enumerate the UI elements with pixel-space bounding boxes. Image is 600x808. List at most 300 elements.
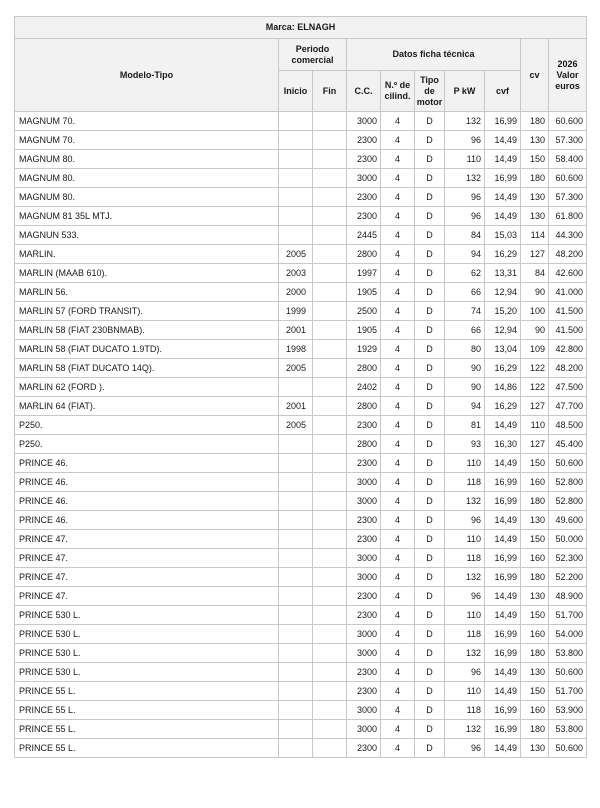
cell-pkw: 118 bbox=[445, 625, 485, 644]
cell-pkw: 93 bbox=[445, 435, 485, 454]
cell-modelo: MAGNUM 70. bbox=[15, 131, 279, 150]
cell-cilindros: 4 bbox=[381, 150, 415, 169]
cell-tipo-motor: D bbox=[415, 587, 445, 606]
cell-inicio bbox=[279, 112, 313, 131]
cell-modelo: PRINCE 46. bbox=[15, 492, 279, 511]
cell-inicio bbox=[279, 435, 313, 454]
cell-fin bbox=[313, 682, 347, 701]
brand-title: Marca: ELNAGH bbox=[15, 17, 587, 39]
cell-cv: 150 bbox=[521, 682, 549, 701]
cell-inicio: 1998 bbox=[279, 340, 313, 359]
cell-valor: 57.300 bbox=[549, 188, 587, 207]
cell-modelo: PRINCE 47. bbox=[15, 549, 279, 568]
cell-cc: 2800 bbox=[347, 359, 381, 378]
cell-inicio: 2000 bbox=[279, 283, 313, 302]
cell-cilindros: 4 bbox=[381, 112, 415, 131]
cell-cvf: 16,99 bbox=[485, 568, 521, 587]
cell-cc: 2800 bbox=[347, 245, 381, 264]
cell-fin bbox=[313, 340, 347, 359]
cell-cc: 2445 bbox=[347, 226, 381, 245]
cell-cv: 109 bbox=[521, 340, 549, 359]
cell-valor: 53.800 bbox=[549, 720, 587, 739]
cell-cvf: 16,99 bbox=[485, 549, 521, 568]
cell-tipo-motor: D bbox=[415, 188, 445, 207]
table-row bbox=[15, 549, 587, 568]
cell-valor: 41.000 bbox=[549, 283, 587, 302]
cell-valor: 50.600 bbox=[549, 739, 587, 758]
cell-pkw: 110 bbox=[445, 606, 485, 625]
table-row bbox=[15, 245, 587, 264]
cell-cilindros: 4 bbox=[381, 226, 415, 245]
table-row bbox=[15, 625, 587, 644]
cell-cv: 180 bbox=[521, 644, 549, 663]
cell-tipo-motor: D bbox=[415, 283, 445, 302]
cell-tipo-motor: D bbox=[415, 454, 445, 473]
cell-inicio: 2005 bbox=[279, 416, 313, 435]
table-row bbox=[15, 530, 587, 549]
cell-fin bbox=[313, 454, 347, 473]
cell-cv: 150 bbox=[521, 606, 549, 625]
cell-cc: 3000 bbox=[347, 644, 381, 663]
cell-modelo: MAGNUM 80. bbox=[15, 150, 279, 169]
cell-cv: 130 bbox=[521, 587, 549, 606]
table-row bbox=[15, 150, 587, 169]
cell-tipo-motor: D bbox=[415, 606, 445, 625]
cell-valor: 47.700 bbox=[549, 397, 587, 416]
cell-cc: 1905 bbox=[347, 321, 381, 340]
cell-tipo-motor: D bbox=[415, 321, 445, 340]
cell-cvf: 16,99 bbox=[485, 701, 521, 720]
cell-cv: 150 bbox=[521, 530, 549, 549]
cell-valor: 53.900 bbox=[549, 701, 587, 720]
cell-pkw: 96 bbox=[445, 663, 485, 682]
cell-pkw: 96 bbox=[445, 511, 485, 530]
cell-valor: 53.800 bbox=[549, 644, 587, 663]
cell-cc: 2800 bbox=[347, 435, 381, 454]
cell-cvf: 14,49 bbox=[485, 606, 521, 625]
table-row bbox=[15, 131, 587, 150]
cell-modelo: MARLIN 56. bbox=[15, 283, 279, 302]
cell-valor: 51.700 bbox=[549, 606, 587, 625]
cell-cilindros: 4 bbox=[381, 378, 415, 397]
cell-pkw: 118 bbox=[445, 549, 485, 568]
cell-modelo: PRINCE 530 L. bbox=[15, 625, 279, 644]
cell-inicio bbox=[279, 625, 313, 644]
table-row bbox=[15, 644, 587, 663]
cell-modelo: MAGNUN 533. bbox=[15, 226, 279, 245]
cell-modelo: MARLIN 64 (FIAT). bbox=[15, 397, 279, 416]
cell-pkw: 132 bbox=[445, 492, 485, 511]
cell-cv: 130 bbox=[521, 207, 549, 226]
table-row bbox=[15, 492, 587, 511]
cell-fin bbox=[313, 226, 347, 245]
cell-valor: 44.300 bbox=[549, 226, 587, 245]
cell-cc: 1929 bbox=[347, 340, 381, 359]
table-row bbox=[15, 606, 587, 625]
cell-modelo: PRINCE 47. bbox=[15, 530, 279, 549]
cell-cvf: 15,03 bbox=[485, 226, 521, 245]
header-valor-euros: 2026 Valor euros bbox=[549, 39, 587, 112]
cell-cvf: 16,99 bbox=[485, 492, 521, 511]
cell-cc: 3000 bbox=[347, 169, 381, 188]
cell-inicio bbox=[279, 207, 313, 226]
cell-inicio bbox=[279, 701, 313, 720]
table-row bbox=[15, 663, 587, 682]
table-row bbox=[15, 739, 587, 758]
table-row bbox=[15, 378, 587, 397]
header-fin: Fin bbox=[313, 71, 347, 112]
cell-valor: 61.800 bbox=[549, 207, 587, 226]
cell-cvf: 16,30 bbox=[485, 435, 521, 454]
cell-cvf: 16,99 bbox=[485, 169, 521, 188]
cell-modelo: PRINCE 55 L. bbox=[15, 682, 279, 701]
cell-cilindros: 4 bbox=[381, 720, 415, 739]
cell-cc: 2500 bbox=[347, 302, 381, 321]
cell-fin bbox=[313, 150, 347, 169]
cell-fin bbox=[313, 359, 347, 378]
table-row bbox=[15, 207, 587, 226]
cell-tipo-motor: D bbox=[415, 169, 445, 188]
cell-pkw: 110 bbox=[445, 682, 485, 701]
cell-cv: 180 bbox=[521, 169, 549, 188]
cell-cilindros: 4 bbox=[381, 511, 415, 530]
cell-cvf: 14,49 bbox=[485, 663, 521, 682]
cell-cvf: 14,49 bbox=[485, 150, 521, 169]
cell-valor: 48.200 bbox=[549, 359, 587, 378]
cell-pkw: 66 bbox=[445, 283, 485, 302]
cell-cc: 2800 bbox=[347, 397, 381, 416]
table-row bbox=[15, 302, 587, 321]
cell-cvf: 16,99 bbox=[485, 625, 521, 644]
cell-inicio bbox=[279, 549, 313, 568]
cell-modelo: PRINCE 47. bbox=[15, 587, 279, 606]
cell-inicio: 2001 bbox=[279, 321, 313, 340]
cell-modelo: PRINCE 47. bbox=[15, 568, 279, 587]
cell-modelo: MAGNUM 80. bbox=[15, 188, 279, 207]
cell-cc: 3000 bbox=[347, 492, 381, 511]
cell-inicio bbox=[279, 644, 313, 663]
cell-valor: 45.400 bbox=[549, 435, 587, 454]
cell-cilindros: 4 bbox=[381, 207, 415, 226]
cell-cilindros: 4 bbox=[381, 283, 415, 302]
cell-cc: 2300 bbox=[347, 530, 381, 549]
cell-tipo-motor: D bbox=[415, 530, 445, 549]
cell-fin bbox=[313, 511, 347, 530]
cell-cc: 2300 bbox=[347, 188, 381, 207]
cell-pkw: 110 bbox=[445, 454, 485, 473]
table-row bbox=[15, 568, 587, 587]
table-row bbox=[15, 454, 587, 473]
cell-valor: 52.800 bbox=[549, 473, 587, 492]
cell-modelo: MARLIN 58 (FIAT DUCATO 1.9TD). bbox=[15, 340, 279, 359]
cell-tipo-motor: D bbox=[415, 112, 445, 131]
cell-pkw: 66 bbox=[445, 321, 485, 340]
cell-modelo: P250. bbox=[15, 435, 279, 454]
cell-cv: 127 bbox=[521, 397, 549, 416]
cell-cvf: 16,29 bbox=[485, 397, 521, 416]
cell-cilindros: 4 bbox=[381, 169, 415, 188]
cell-pkw: 94 bbox=[445, 245, 485, 264]
cell-tipo-motor: D bbox=[415, 435, 445, 454]
cell-valor: 47.500 bbox=[549, 378, 587, 397]
cell-valor: 42.600 bbox=[549, 264, 587, 283]
cell-cilindros: 4 bbox=[381, 530, 415, 549]
cell-cc: 2300 bbox=[347, 150, 381, 169]
cell-fin bbox=[313, 245, 347, 264]
cell-pkw: 118 bbox=[445, 701, 485, 720]
cell-cvf: 16,29 bbox=[485, 359, 521, 378]
cell-inicio bbox=[279, 492, 313, 511]
cell-cilindros: 4 bbox=[381, 492, 415, 511]
cell-tipo-motor: D bbox=[415, 644, 445, 663]
cell-inicio bbox=[279, 682, 313, 701]
header-cilindros: N.º de cilind. bbox=[381, 71, 415, 112]
cell-fin bbox=[313, 302, 347, 321]
cell-cv: 160 bbox=[521, 473, 549, 492]
cell-cilindros: 4 bbox=[381, 188, 415, 207]
cell-pkw: 110 bbox=[445, 530, 485, 549]
cell-cvf: 14,49 bbox=[485, 530, 521, 549]
cell-modelo: MARLIN 62 (FORD ). bbox=[15, 378, 279, 397]
cell-cv: 100 bbox=[521, 302, 549, 321]
cell-fin bbox=[313, 112, 347, 131]
table-row bbox=[15, 682, 587, 701]
cell-valor: 60.600 bbox=[549, 112, 587, 131]
cell-cv: 127 bbox=[521, 435, 549, 454]
cell-inicio bbox=[279, 226, 313, 245]
cell-pkw: 132 bbox=[445, 112, 485, 131]
cell-modelo: MARLIN 58 (FIAT 230BNMAB). bbox=[15, 321, 279, 340]
vehicle-value-table bbox=[14, 16, 587, 758]
table-row bbox=[15, 397, 587, 416]
cell-cvf: 14,49 bbox=[485, 587, 521, 606]
cell-cv: 90 bbox=[521, 321, 549, 340]
cell-cv: 180 bbox=[521, 720, 549, 739]
cell-cv: 180 bbox=[521, 568, 549, 587]
cell-fin bbox=[313, 663, 347, 682]
cell-inicio: 2003 bbox=[279, 264, 313, 283]
cell-cv: 110 bbox=[521, 416, 549, 435]
table-body bbox=[15, 112, 587, 758]
cell-cc: 2300 bbox=[347, 739, 381, 758]
cell-inicio bbox=[279, 606, 313, 625]
cell-valor: 50.600 bbox=[549, 663, 587, 682]
cell-inicio bbox=[279, 169, 313, 188]
cell-cvf: 14,86 bbox=[485, 378, 521, 397]
cell-inicio bbox=[279, 511, 313, 530]
cell-cv: 84 bbox=[521, 264, 549, 283]
table-row bbox=[15, 112, 587, 131]
cell-fin bbox=[313, 720, 347, 739]
cell-cvf: 14,49 bbox=[485, 454, 521, 473]
cell-cvf: 12,94 bbox=[485, 283, 521, 302]
cell-pkw: 132 bbox=[445, 644, 485, 663]
cell-pkw: 74 bbox=[445, 302, 485, 321]
cell-valor: 58.400 bbox=[549, 150, 587, 169]
table-row bbox=[15, 169, 587, 188]
cell-cv: 90 bbox=[521, 283, 549, 302]
header-modelo-tipo: Modelo-Tipo bbox=[15, 39, 279, 112]
cell-modelo: PRINCE 46. bbox=[15, 454, 279, 473]
cell-cv: 130 bbox=[521, 131, 549, 150]
cell-modelo: MAGNUM 70. bbox=[15, 112, 279, 131]
table-row bbox=[15, 587, 587, 606]
cell-fin bbox=[313, 378, 347, 397]
cell-fin bbox=[313, 131, 347, 150]
cell-cc: 2300 bbox=[347, 416, 381, 435]
cell-modelo: MARLIN 57 (FORD TRANSIT). bbox=[15, 302, 279, 321]
cell-pkw: 62 bbox=[445, 264, 485, 283]
cell-cc: 2300 bbox=[347, 587, 381, 606]
cell-valor: 48.900 bbox=[549, 587, 587, 606]
cell-cilindros: 4 bbox=[381, 321, 415, 340]
cell-modelo: PRINCE 55 L. bbox=[15, 701, 279, 720]
cell-tipo-motor: D bbox=[415, 625, 445, 644]
cell-cilindros: 4 bbox=[381, 682, 415, 701]
cell-inicio bbox=[279, 131, 313, 150]
cell-pkw: 132 bbox=[445, 169, 485, 188]
cell-cvf: 14,49 bbox=[485, 131, 521, 150]
cell-cc: 3000 bbox=[347, 568, 381, 587]
cell-valor: 57.300 bbox=[549, 131, 587, 150]
header-datos-ficha-tecnica: Datos ficha técnica bbox=[347, 39, 521, 71]
cell-tipo-motor: D bbox=[415, 682, 445, 701]
table-row bbox=[15, 264, 587, 283]
cell-cilindros: 4 bbox=[381, 454, 415, 473]
cell-modelo: P250. bbox=[15, 416, 279, 435]
table-row bbox=[15, 226, 587, 245]
cell-valor: 41.500 bbox=[549, 321, 587, 340]
cell-inicio: 2005 bbox=[279, 245, 313, 264]
cell-cilindros: 4 bbox=[381, 416, 415, 435]
cell-cc: 2300 bbox=[347, 682, 381, 701]
cell-modelo: PRINCE 46. bbox=[15, 511, 279, 530]
cell-inicio: 2001 bbox=[279, 397, 313, 416]
cell-cilindros: 4 bbox=[381, 302, 415, 321]
cell-fin bbox=[313, 416, 347, 435]
cell-tipo-motor: D bbox=[415, 663, 445, 682]
cell-cilindros: 4 bbox=[381, 625, 415, 644]
cell-fin bbox=[313, 169, 347, 188]
header-cc: C.C. bbox=[347, 71, 381, 112]
header-cvf: cvf bbox=[485, 71, 521, 112]
cell-valor: 48.200 bbox=[549, 245, 587, 264]
cell-fin bbox=[313, 549, 347, 568]
cell-tipo-motor: D bbox=[415, 549, 445, 568]
cell-cilindros: 4 bbox=[381, 397, 415, 416]
cell-cv: 122 bbox=[521, 378, 549, 397]
cell-fin bbox=[313, 625, 347, 644]
cell-cilindros: 4 bbox=[381, 435, 415, 454]
cell-cvf: 13,31 bbox=[485, 264, 521, 283]
cell-pkw: 94 bbox=[445, 397, 485, 416]
cell-cv: 180 bbox=[521, 112, 549, 131]
cell-tipo-motor: D bbox=[415, 150, 445, 169]
cell-cilindros: 4 bbox=[381, 644, 415, 663]
cell-cv: 130 bbox=[521, 739, 549, 758]
cell-tipo-motor: D bbox=[415, 359, 445, 378]
table-row bbox=[15, 321, 587, 340]
cell-cc: 3000 bbox=[347, 112, 381, 131]
cell-cilindros: 4 bbox=[381, 701, 415, 720]
cell-cc: 2300 bbox=[347, 606, 381, 625]
cell-cilindros: 4 bbox=[381, 131, 415, 150]
cell-cv: 130 bbox=[521, 188, 549, 207]
cell-fin bbox=[313, 644, 347, 663]
cell-tipo-motor: D bbox=[415, 302, 445, 321]
cell-cvf: 12,94 bbox=[485, 321, 521, 340]
cell-tipo-motor: D bbox=[415, 416, 445, 435]
cell-inicio bbox=[279, 720, 313, 739]
cell-cc: 2300 bbox=[347, 511, 381, 530]
cell-cvf: 16,29 bbox=[485, 245, 521, 264]
cell-cv: 150 bbox=[521, 454, 549, 473]
cell-inicio: 1999 bbox=[279, 302, 313, 321]
table-row bbox=[15, 435, 587, 454]
cell-tipo-motor: D bbox=[415, 701, 445, 720]
cell-valor: 50.600 bbox=[549, 454, 587, 473]
cell-modelo: PRINCE 55 L. bbox=[15, 739, 279, 758]
cell-cilindros: 4 bbox=[381, 340, 415, 359]
table-row bbox=[15, 283, 587, 302]
cell-tipo-motor: D bbox=[415, 492, 445, 511]
cell-cc: 1997 bbox=[347, 264, 381, 283]
cell-pkw: 81 bbox=[445, 416, 485, 435]
cell-cvf: 14,49 bbox=[485, 682, 521, 701]
cell-tipo-motor: D bbox=[415, 511, 445, 530]
cell-tipo-motor: D bbox=[415, 226, 445, 245]
table-row bbox=[15, 340, 587, 359]
cell-valor: 52.800 bbox=[549, 492, 587, 511]
cell-valor: 52.300 bbox=[549, 549, 587, 568]
cell-modelo: PRINCE 530 L. bbox=[15, 644, 279, 663]
cell-valor: 51.700 bbox=[549, 682, 587, 701]
cell-cvf: 13,04 bbox=[485, 340, 521, 359]
cell-cc: 2300 bbox=[347, 207, 381, 226]
cell-fin bbox=[313, 283, 347, 302]
table-row bbox=[15, 701, 587, 720]
cell-tipo-motor: D bbox=[415, 397, 445, 416]
cell-inicio bbox=[279, 739, 313, 758]
cell-cvf: 14,49 bbox=[485, 416, 521, 435]
cell-cc: 2300 bbox=[347, 131, 381, 150]
header-cv: cv bbox=[521, 39, 549, 112]
cell-pkw: 96 bbox=[445, 587, 485, 606]
table-row bbox=[15, 511, 587, 530]
header-periodo-comercial: Periodo comercial bbox=[279, 39, 347, 71]
cell-valor: 48.500 bbox=[549, 416, 587, 435]
cell-fin bbox=[313, 530, 347, 549]
header-pkw: P kW bbox=[445, 71, 485, 112]
cell-fin bbox=[313, 397, 347, 416]
header-inicio: Inicio bbox=[279, 71, 313, 112]
cell-cilindros: 4 bbox=[381, 568, 415, 587]
cell-fin bbox=[313, 492, 347, 511]
cell-inicio bbox=[279, 587, 313, 606]
cell-tipo-motor: D bbox=[415, 340, 445, 359]
cell-modelo: MARLIN 58 (FIAT DUCATO 14Q). bbox=[15, 359, 279, 378]
cell-cv: 150 bbox=[521, 150, 549, 169]
cell-cc: 3000 bbox=[347, 549, 381, 568]
cell-fin bbox=[313, 606, 347, 625]
cell-inicio bbox=[279, 663, 313, 682]
table-row bbox=[15, 416, 587, 435]
cell-tipo-motor: D bbox=[415, 131, 445, 150]
cell-fin bbox=[313, 321, 347, 340]
cell-modelo: MAGNUM 80. bbox=[15, 169, 279, 188]
cell-cvf: 16,99 bbox=[485, 720, 521, 739]
cell-inicio: 2005 bbox=[279, 359, 313, 378]
